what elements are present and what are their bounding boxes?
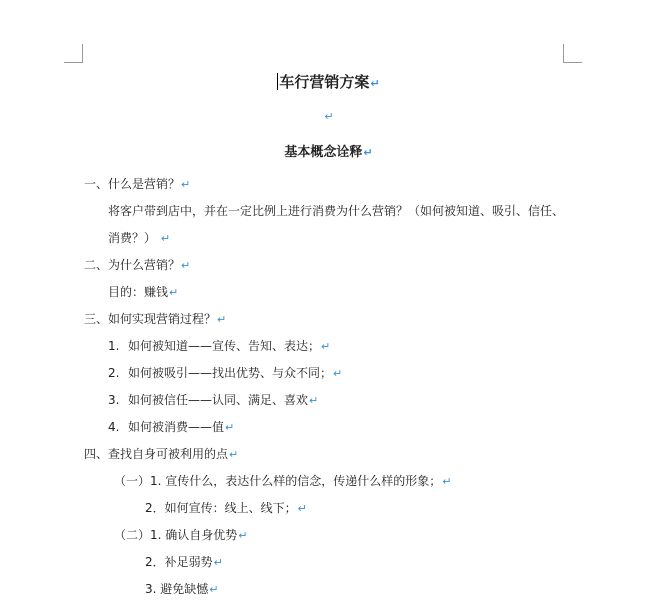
list-item[interactable] (108, 392, 318, 409)
list-item-text: 3. 避免缺憾 (145, 582, 209, 596)
paragraph-mark-icon: ↵ (442, 475, 452, 488)
list-item-text: 2．补足弱势 (145, 555, 213, 569)
paragraph-mark-icon: ↵ (333, 367, 343, 380)
body-text: 消费？） (108, 231, 157, 245)
list-item[interactable] (108, 338, 330, 355)
paragraph-mark-icon: ↵ (309, 394, 319, 407)
paragraph-mark-icon: ↵ (160, 232, 171, 245)
paragraph-mark-icon: ↵ (217, 313, 227, 326)
title-text: 车行营销方案 (279, 73, 370, 91)
body-text: 目的：赚钱 (108, 285, 169, 299)
body-line[interactable] (108, 230, 170, 247)
list-item-text: 1. 确认自身优势 (150, 528, 238, 542)
paragraph-mark-icon: ↵ (370, 77, 380, 90)
body-line[interactable] (108, 203, 564, 219)
list-item[interactable] (108, 365, 342, 382)
heading-how-to-market[interactable] (84, 311, 226, 328)
list-item-text: 如何被消费——值 (128, 420, 225, 434)
paragraph-mark-icon: ↵ (238, 529, 248, 542)
document-title[interactable] (0, 72, 657, 94)
list-number: 2. (108, 366, 120, 380)
heading-text: 三、如何实现营销过程？ (84, 312, 217, 326)
sub-list-item[interactable] (145, 581, 218, 598)
group-label: （二） (114, 528, 151, 542)
heading-why-marketing[interactable] (84, 257, 190, 274)
paragraph-mark-icon: ↵ (321, 340, 331, 353)
list-item-text: 2．如何宣传：线上、线下； (145, 501, 297, 515)
list-item-text: 1. 宣传什么，表达什么样的信念，传递什么样的形象； (150, 474, 442, 488)
body-text: 将客户带到店中，并在一定比例上进行消费为什么营销？（如何被知道、吸引、信任、 (108, 204, 565, 218)
list-item-text: 如何被知道——宣传、告知、表达； (128, 339, 321, 353)
empty-paragraph[interactable] (0, 108, 657, 125)
heading-what-is-marketing[interactable] (84, 176, 190, 193)
paragraph-mark-icon: ↵ (363, 146, 373, 159)
paragraph-mark-icon: ↵ (297, 502, 307, 515)
paragraph-mark-icon: ↵ (229, 448, 239, 461)
subtitle-text: 基本概念诠释 (284, 145, 363, 160)
list-item[interactable] (108, 419, 234, 436)
heading-text: 一、什么是营销？ (84, 177, 181, 191)
sub-list-item[interactable] (145, 500, 307, 517)
sub-list-item[interactable] (114, 473, 452, 490)
section-subtitle[interactable] (0, 145, 657, 161)
paragraph-mark-icon: ↵ (213, 556, 223, 569)
list-number: 4. (108, 420, 120, 434)
paragraph-mark-icon: ↵ (181, 259, 191, 272)
group-label: （一） (114, 474, 151, 488)
heading-text: 二、为什么营销？ (84, 258, 181, 272)
paragraph-mark-icon: ↵ (324, 110, 334, 123)
crop-mark-top-left (64, 44, 83, 63)
sub-list-item[interactable] (114, 527, 248, 544)
paragraph-mark-icon: ↵ (181, 178, 191, 191)
list-item-text: 如何被吸引——找出优势、与众不同； (128, 366, 333, 380)
paragraph-mark-icon: ↵ (169, 286, 179, 299)
sub-list-item[interactable] (145, 554, 223, 571)
body-line[interactable] (108, 284, 178, 301)
heading-self-assessment[interactable] (84, 446, 238, 463)
crop-mark-top-right (563, 44, 582, 63)
list-item-text: 如何被信任——认同、满足、喜欢 (128, 393, 309, 407)
heading-text: 四、查找自身可被利用的点 (84, 447, 229, 461)
list-number: 3. (108, 393, 120, 407)
paragraph-mark-icon: ↵ (209, 583, 219, 596)
list-number: 1. (108, 339, 120, 353)
paragraph-mark-icon: ↵ (225, 421, 235, 434)
